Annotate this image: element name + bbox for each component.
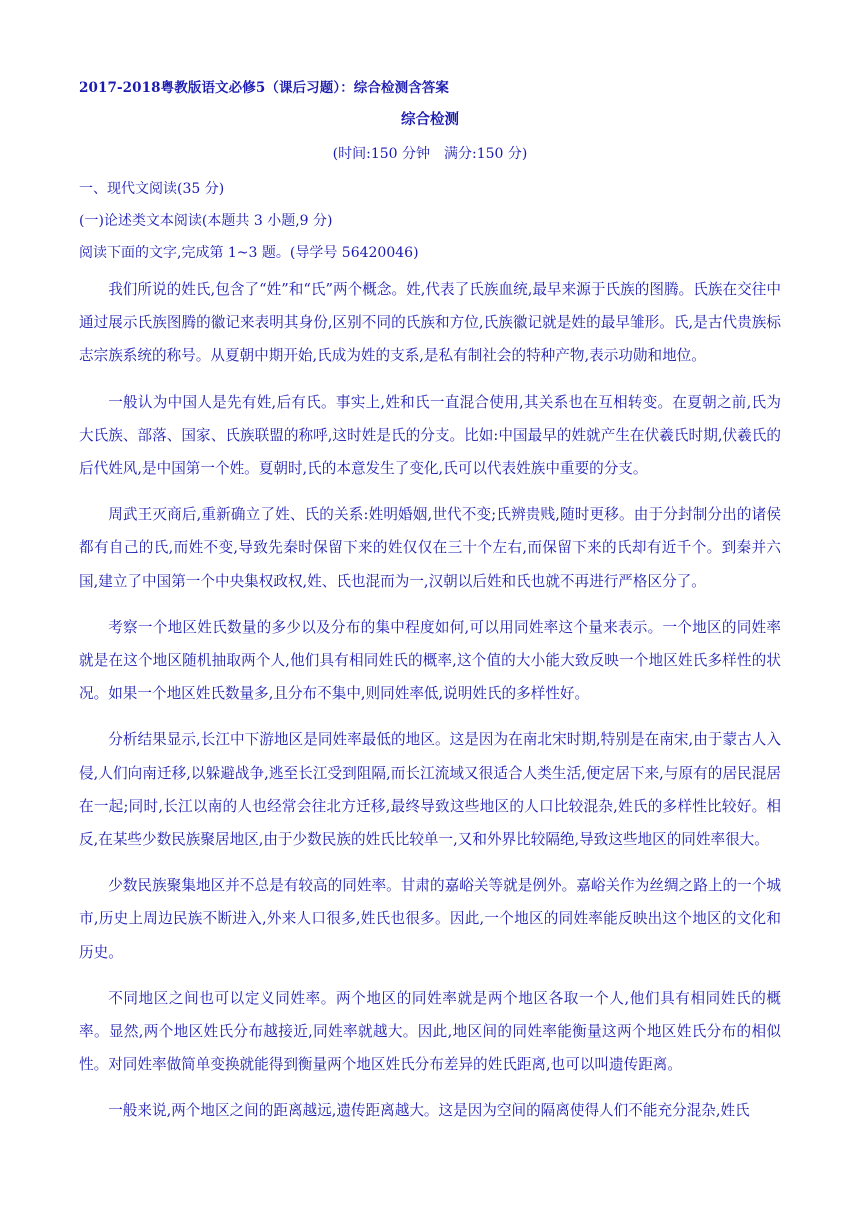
paragraph: 少数民族聚集地区并不总是有较高的同姓率。甘肃的嘉峪关等就是例外。嘉峪关作为丝绸之路上的一个城市,历史上周边民族不断进入,外来人口很多,姓氏也很多。因此,一个地区的同姓率能反映出这个地区的文化和历史。 [79, 877, 781, 961]
paragraph: 周武王灭商后,重新确立了姓、氏的关系:姓明婚姻,世代不变;氏辨贵贱,随时更移。由于分封制分出的诸侯都有自己的氏,而姓不变,导致先秦时保留下来的姓仅仅在三十个左右,而保留下来的氏却有近千个。到秦并六国,建立了中国第一个中央集权政权,姓、氏也混而为一,汉朝以后姓和氏也就不再进行严格区分了。 [79, 506, 781, 590]
exam-meta: (时间:150 分钟 满分:150 分) [332, 146, 528, 162]
paragraph: 一般来说,两个地区之间的距离越远,遗传距离越大。这是因为空间的隔离使得人们不能充分混杂,姓氏 [108, 1102, 750, 1120]
paragraph: 一般认为中国人是先有姓,后有氏。事实上,姓和氏一直混合使用,其关系也在互相转变。在夏朝之前,氏为大氏族、部落、国家、氏族联盟的称呼,这时姓是氏的分支。比如:中国最早的姓就产生在伏羲氏时期,伏羲氏的后代姓风,是中国第一个姓。夏朝时,氏的本意发生了变化,氏可以代表姓族中重要的分支。 [79, 393, 781, 478]
sub-heading: (一)论述类文本阅读(本题共 3 小题,9 分) [79, 213, 333, 229]
paragraph: 考察一个地区姓氏数量的多少以及分布的集中程度如何,可以用同姓率这个量来表示。一个地区的同姓率就是在这个地区随机抽取两个人,他们具有相同姓氏的概率,这个值的大小能大致反映一个地区姓氏多样性的状况。如果一个地区姓氏数量多,且分布不集中,则同姓率低,说明姓氏的多样性好。 [79, 618, 781, 703]
document-title: 2017-2018粤教版语文必修5（课后习题）：综合检测含答案 [79, 80, 449, 96]
section-title: 综合检测 [401, 111, 459, 128]
article-body [79, 273, 781, 1141]
part-heading: 一、现代文阅读(35 分) [79, 181, 225, 197]
paragraph: 不同地区之间也可以定义同姓率。两个地区的同姓率就是两个地区各取一个人,他们具有相同姓氏的概率。显然,两个地区姓氏分布越接近,同姓率就越大。因此,地区间的同姓率能衡量这两个地区姓氏分布的相似性。对同姓率做简单变换就能得到衡量两个地区姓氏分布差异的姓氏距离,也可以叫遗传距离。 [79, 989, 781, 1074]
reading-instruction: 阅读下面的文字,完成第 1~3 题。(导学号 56420046) [79, 245, 419, 261]
paragraph: 我们所说的姓氏,包含了“姓”和“氏”两个概念。姓,代表了氏族血统,最早来源于氏族的图腾。氏族在交往中通过展示氏族图腾的徽记来表明其身份,区别不同的氏族和方位,氏族徽记就是姓的最早雏形。氏,是古代贵族标志宗族系统的称号。从夏朝中期开始,氏成为姓的支系,是私有制社会的特种产物,表示功勋和地位。 [79, 281, 781, 365]
paragraph: 分析结果显示,长江中下游地区是同姓率最低的地区。这是因为在南北宋时期,特别是在南宋,由于蒙古人入侵,人们向南迁移,以躲避战争,逃至长江受到阻隔,而长江流域又很适合人类生活,便定居下来,与原有的居民混居在一起;同时,长江以南的人也经常会往北方迁移,最终导致这些地区的人口比较混杂,姓氏的多样性比较好。相反,在某些少数民族聚居地区,由于少数民族的姓氏比较单一,又和外界比较隔绝,导致这些地区的同姓率很大。 [79, 731, 781, 849]
